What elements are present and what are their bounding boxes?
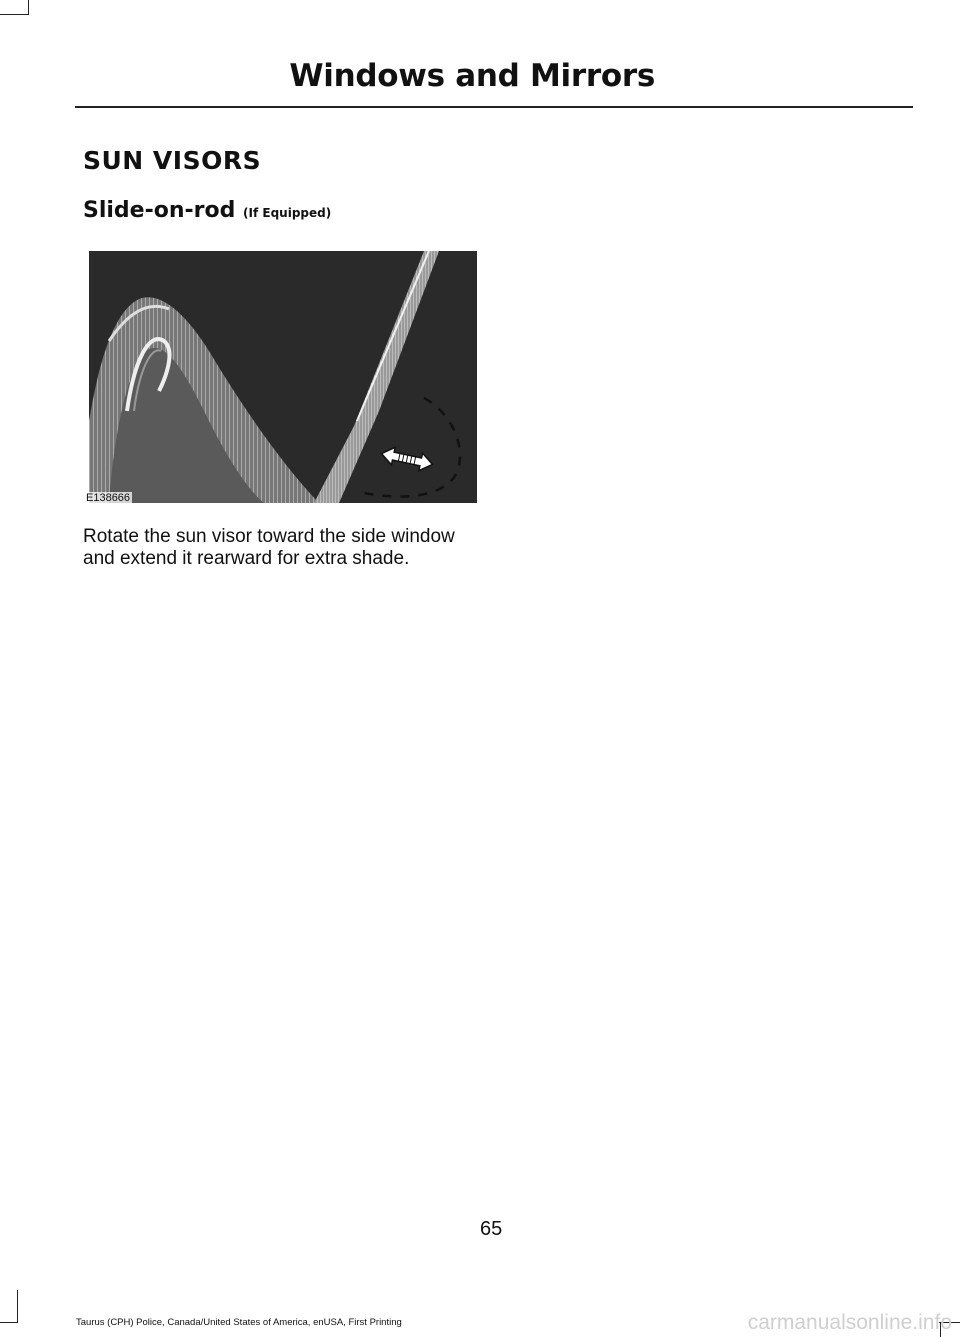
sun-visor-drawing — [89, 251, 477, 503]
crop-mark — [28, 0, 29, 15]
crop-mark — [17, 1290, 18, 1323]
equipment-qualifier: (If Equipped) — [243, 206, 332, 220]
page-number: 65 — [480, 1218, 503, 1240]
instruction-text: Rotate the sun visor toward the side window and extend it rearward for extra shade. — [83, 526, 455, 569]
sun-visor-illustration — [89, 251, 477, 503]
figure-id: E138666 — [86, 492, 131, 504]
watermark: carmanualsonline.info — [747, 1311, 952, 1334]
header-divider — [75, 106, 913, 108]
sub-heading — [83, 198, 331, 223]
page-header-title: Windows and Mirrors — [289, 58, 655, 94]
footer-text: Taurus (CPH) Police, Canada/United States of America, enUSA, First Printing — [76, 1317, 402, 1328]
crop-mark — [0, 1322, 18, 1323]
section-heading: SUN VISORS — [83, 146, 262, 175]
crop-mark — [0, 14, 28, 15]
sub-heading-label: Slide-on-rod — [83, 198, 236, 223]
